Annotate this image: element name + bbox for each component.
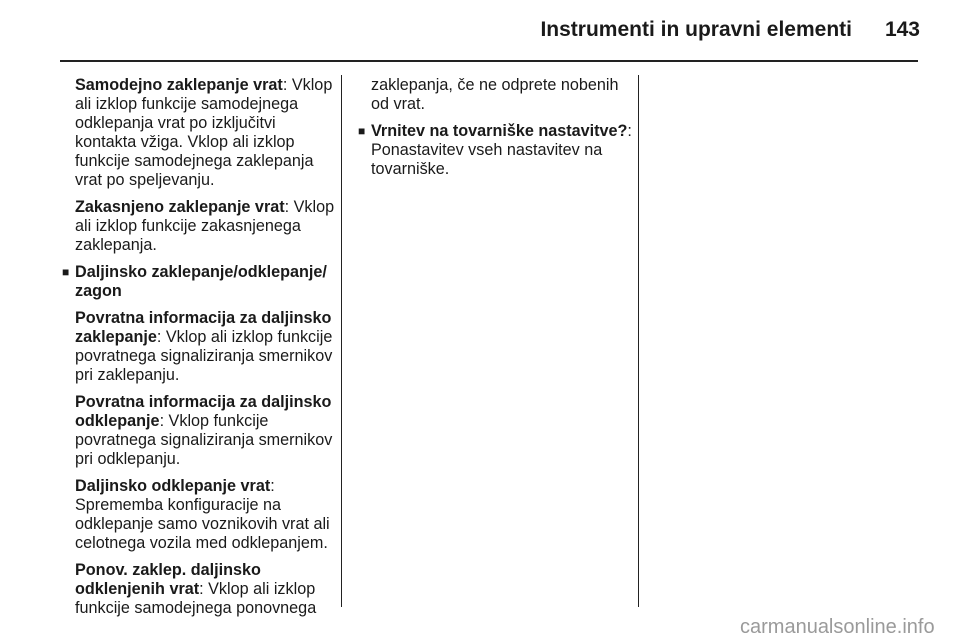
desc-remote-unlock-feedback: : Vklop funkcije povratnega signaliziranja smernikov pri odklepanju. — [75, 412, 333, 468]
paragraph-relock-continued: zaklepanja, če ne odprete nobenih od vrat. — [371, 76, 619, 113]
bullet-remote-locking — [62, 263, 337, 301]
term-remote-unlock-feedback: Povratna informacija za daljinsko odklepanje — [75, 393, 332, 430]
bullet-square-icon: ■ — [358, 124, 366, 138]
term-remote-lock-feedback: Povratna informacija za daljinsko zaklepanje — [75, 309, 332, 346]
column-divider-right — [638, 75, 639, 607]
paragraph-remote-lock-feedback — [75, 309, 337, 385]
desc-auto-locking: : Vklop ali izklop funkcije samodejnega odklepanja vrat po izključitvi kontakta vžiga. Vklop ali izklop funkcije samodejnega zaklepanja vrat po speljevanju. — [75, 76, 333, 189]
term-auto-locking: Samodejno zaklepanje vrat — [75, 76, 283, 94]
desc-relock-unlocked-doors: : Vklop ali izklop funkcije samodejnega ponovnega — [75, 580, 317, 617]
paragraph-auto-locking — [75, 76, 337, 190]
header-divider — [60, 60, 918, 62]
term-delayed-locking: Zakasnjeno zaklepanje vrat — [75, 198, 285, 216]
bullet-square-icon: ■ — [62, 265, 70, 279]
term-factory-reset: Vrnitev na tovarniške nastavitve? — [371, 122, 628, 140]
bullet-title-remote-locking: Daljinsko zaklepanje/odklepanje/ zagon — [75, 263, 327, 300]
paragraph-remote-unlock-feedback — [75, 393, 337, 469]
desc-delayed-locking: : Vklop ali izklop funkcije zakasnjenega zaklepanja. — [75, 198, 335, 254]
desc-factory-reset: : Ponastavitev vseh nastavitev na tovarniške. — [371, 122, 632, 178]
middle-column — [358, 76, 633, 187]
left-column — [62, 76, 337, 626]
term-remote-door-unlock: Daljinsko odklepanje vrat — [75, 477, 271, 495]
desc-remote-lock-feedback: : Vklop ali izklop funkcije povratnega signaliziranja smernikov pri zaklepanju. — [75, 328, 333, 384]
paragraph-delayed-locking — [75, 198, 337, 255]
term-relock-unlocked-doors: Ponov. zaklep. daljinsko odklenjenih vrat — [75, 561, 261, 598]
desc-remote-door-unlock: : Sprememba konfiguracije na odklepanje samo voznikovih vrat ali celotnega vozila med odklepanjem. — [75, 477, 330, 552]
paragraph-remote-door-unlock — [75, 477, 337, 553]
paragraph-relock-unlocked-doors — [75, 561, 337, 618]
page-number: 143 — [884, 18, 920, 41]
watermark: carmanualsonline.info — [740, 616, 935, 638]
bullet-factory-reset — [358, 122, 633, 179]
column-divider-left — [341, 75, 342, 607]
page-header-title: Instrumenti in upravni elementi — [540, 18, 852, 41]
